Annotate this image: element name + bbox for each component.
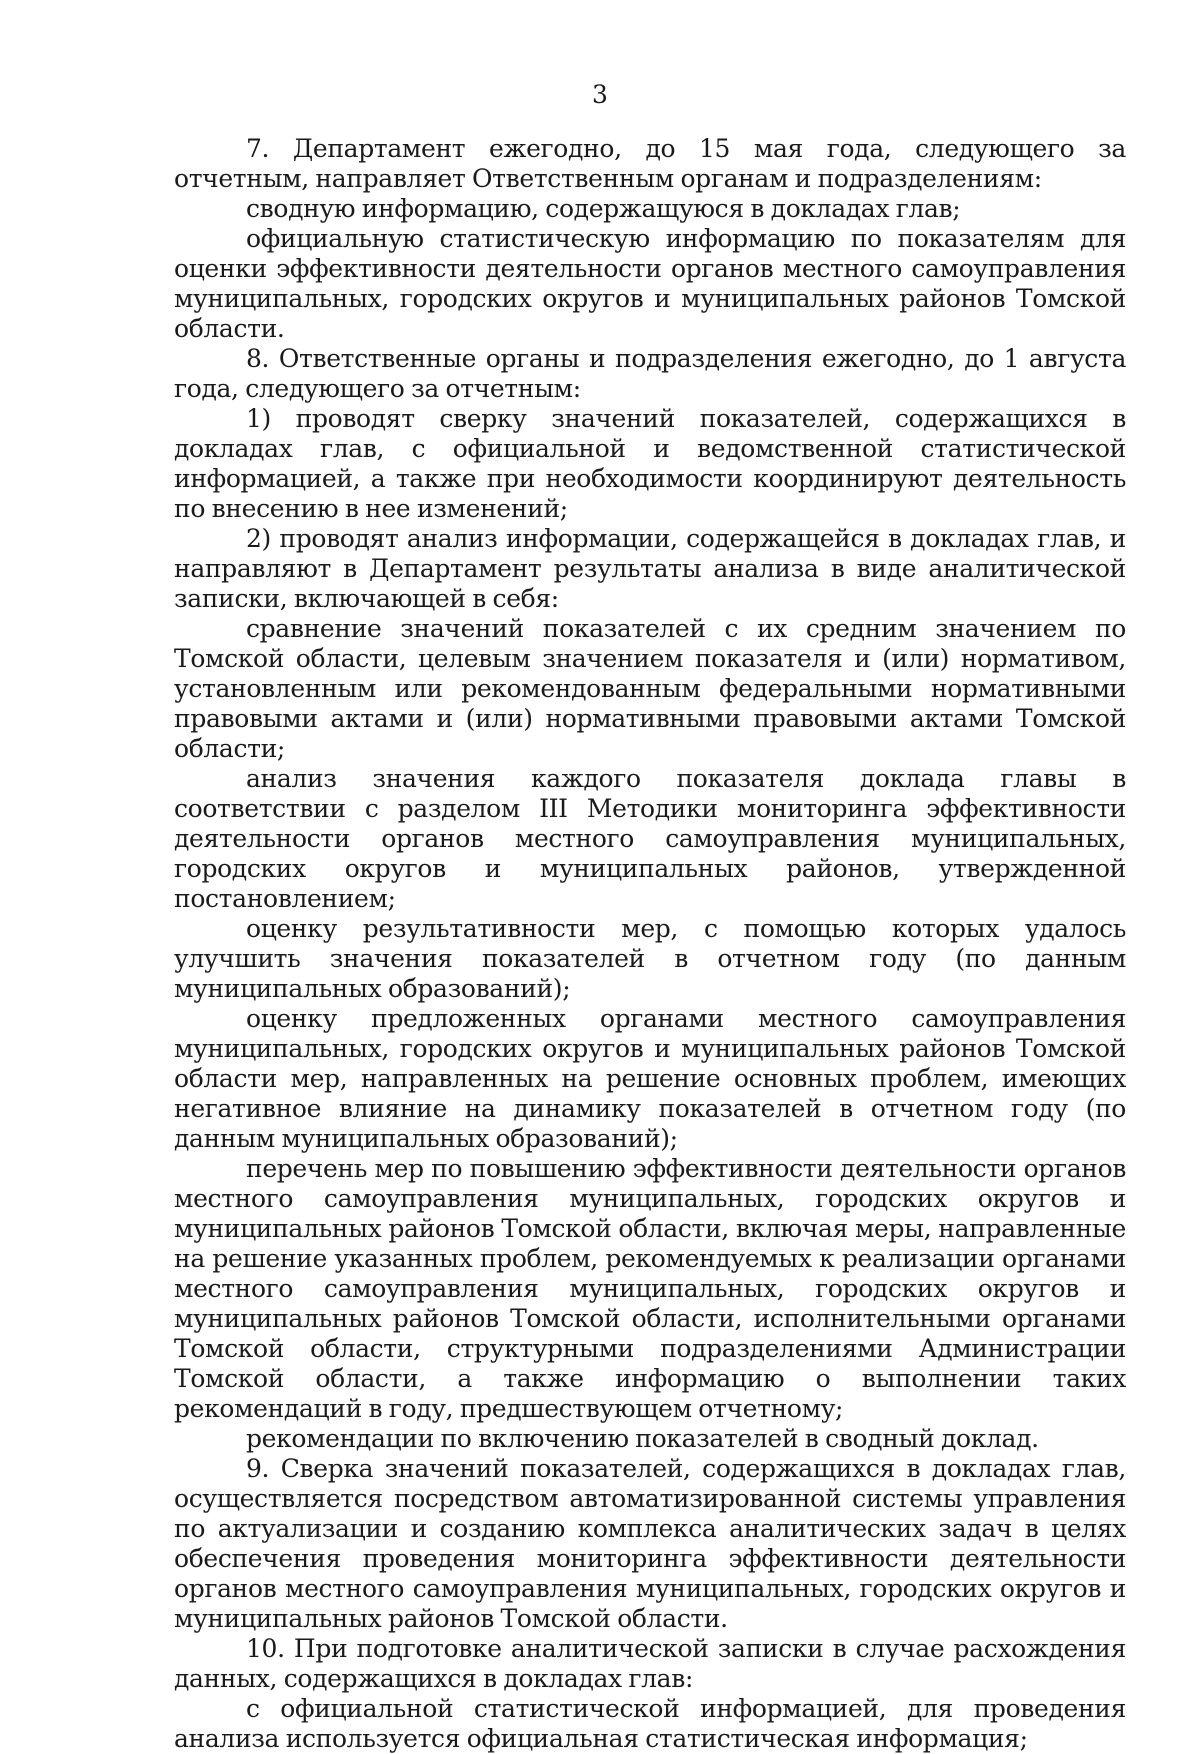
paragraph-10: 10. При подготовке аналитической записки в случае расхождения данных, содержащихся в докладах глав: bbox=[174, 1634, 1126, 1693]
paragraph-9: 9. Сверка значений показателей, содержащихся в докладах глав, осуществляется посредством автоматизированной системы управления по актуализации и созданию комплекса аналитических задач в целях обеспечения проведения мониторинга эффективности деятельности органов местного самоуправления муниципальных, городских округов и муниципальных районов Томской области. bbox=[174, 1454, 1126, 1633]
paragraph-item: с официальной статистической информацией, для проведения анализа используется официальная статистическая информация; bbox=[174, 1694, 1126, 1753]
paragraph-item: сравнение значений показателей с их средним значением по Томской области, целевым значением показателя и (или) нормативом, установленным или рекомендованным федеральными нормативными правовыми актами и (или) нормативными правовыми актами Томской области; bbox=[174, 614, 1126, 763]
paragraph-8: 8. Ответственные органы и подразделения ежегодно, до 1 августа года, следующего за отчетным: bbox=[174, 344, 1126, 403]
paragraph-8-item-2: 2) проводят анализ информации, содержащейся в докладах глав, и направляют в Департамент результаты анализа в виде аналитической записки, включающей в себя: bbox=[174, 524, 1126, 613]
paragraph-item: оценку предложенных органами местного самоуправления муниципальных, городских округов и муниципальных районов Томской области мер, направленных на решение основных проблем, имеющих негативное влияние на динамику показателей в отчетном году (по данным муниципальных образований); bbox=[174, 1004, 1126, 1153]
paragraph-8-item-1: 1) проводят сверку значений показателей, содержащихся в докладах глав, с официальной и ведомственной статистической информацией, а также при необходимости координируют деятельность по внесению в нее изменений; bbox=[174, 404, 1126, 523]
paragraph-item: анализ значения каждого показателя доклада главы в соответствии с разделом III Методики мониторинга эффективности деятельности органов местного самоуправления муниципальных, городских округов и муниципальных районов, утвержденной постановлением; bbox=[174, 764, 1126, 913]
paragraph-item: перечень мер по повышению эффективности деятельности органов местного самоуправления муниципальных, городских округов и муниципальных районов Томской области, включая меры, направленные на решение указанных проблем, рекомендуемых к реализации органами местного самоуправления муниципальных, городских округов и муниципальных районов Томской области, исполнительными органами Томской области, структурными подразделениями Администрации Томской области, а также информацию о выполнении таких рекомендаций в году, предшествующем отчетному; bbox=[174, 1154, 1126, 1423]
paragraph-item: рекомендации по включению показателей в сводный доклад. bbox=[246, 1424, 1039, 1453]
paragraph-7: 7. Департамент ежегодно, до 15 мая года, следующего за отчетным, направляет Ответственным органам и подразделениям: bbox=[174, 134, 1126, 193]
paragraph-item: сводную информацию, содержащуюся в докладах глав; bbox=[246, 194, 961, 223]
document-body bbox=[174, 134, 1126, 1754]
page-number: 3 bbox=[592, 80, 608, 109]
paragraph-item: официальную статистическую информацию по показателям для оценки эффективности деятельности органов местного самоуправления муниципальных, городских округов и муниципальных районов Томской области. bbox=[174, 224, 1126, 343]
paragraph-item: оценку результативности мер, с помощью которых удалось улучшить значения показателей в отчетном году (по данным муниципальных образований); bbox=[174, 914, 1126, 1003]
